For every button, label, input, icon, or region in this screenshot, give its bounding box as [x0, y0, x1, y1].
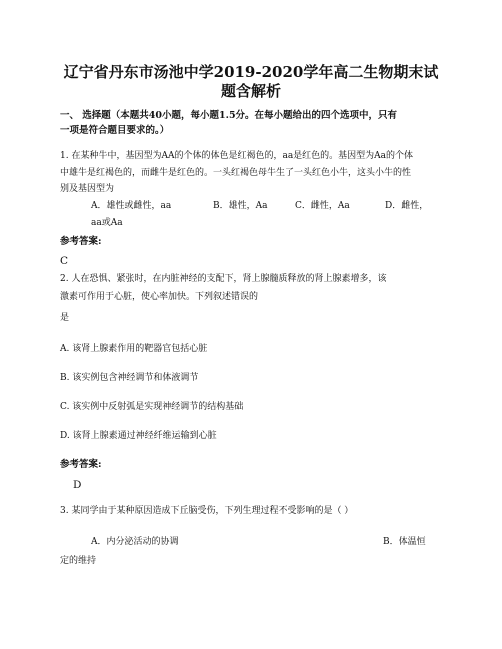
- q3-option-b-continued: 定的维持: [60, 556, 97, 566]
- q2-option-d: D. 该肾上腺素通过神经纤维运输到心脏: [60, 431, 217, 441]
- q2-answer: D: [73, 479, 82, 491]
- q1-option-c: C．雌性，Aa: [295, 201, 350, 211]
- q2-stem-line2: 激素可作用于心脏，使心率加快。下列叙述错误的: [60, 292, 259, 302]
- q1-stem-line1: 1. 在某种牛中，基因型为AA的个体的体色是红褐色的，aa是红色的。基因型为Aa的个体: [60, 151, 414, 161]
- q2-stem-line3: 是: [60, 313, 70, 323]
- q2-option-a: A. 该肾上腺素作用的靶器官包括心脏: [60, 344, 208, 354]
- document-title-line1: 辽宁省丹东市汤池中学2019-2020学年高二生物期末试: [63, 63, 439, 81]
- section-heading-line1: 一、 选择题（本题共40小题，每小题1.5分。在每小题给出的四个选项中，只有: [60, 110, 398, 121]
- q1-option-d-continued: aa或Aa: [91, 218, 123, 228]
- q1-stem-line2: 中雄牛是红褐色的，而雌牛是红色的。一头红褐色母牛生了一头红色小牛，这头小牛的性: [60, 168, 412, 178]
- q2-option-b: B. 该实例包含神经调节和体液调节: [60, 373, 199, 383]
- q1-option-a: A．雄性或雌性，aa: [91, 201, 172, 211]
- q3-option-a: A．内分泌活动的协调: [91, 537, 179, 547]
- q1-answer: C: [60, 255, 69, 267]
- section-heading-line2: 一项是符合题目要求的。）: [60, 125, 170, 136]
- q2-answer-label: 参考答案:: [60, 459, 102, 470]
- document-title-line2: 题含解析: [220, 82, 281, 100]
- q1-stem-line3: 别及基因型为: [60, 184, 115, 194]
- q1-option-d: D．雌性，: [385, 201, 429, 211]
- q1-option-b: B．雄性，Aa: [213, 201, 268, 211]
- q2-stem-line1: 2. 人在恐惧、紧张时，在内脏神经的支配下，肾上腺髓质释放的肾上腺素增多，该: [60, 274, 387, 284]
- q2-option-c: C. 该实例中反射弧是实现神经调节的结构基础: [60, 402, 244, 412]
- q1-answer-label: 参考答案:: [60, 236, 102, 247]
- q3-stem-line1: 3. 某同学由于某种原因造成下丘脑受伤，下列生理过程不受影响的是（ ）: [60, 506, 354, 516]
- q3-option-b: B．体温恒: [383, 537, 426, 547]
